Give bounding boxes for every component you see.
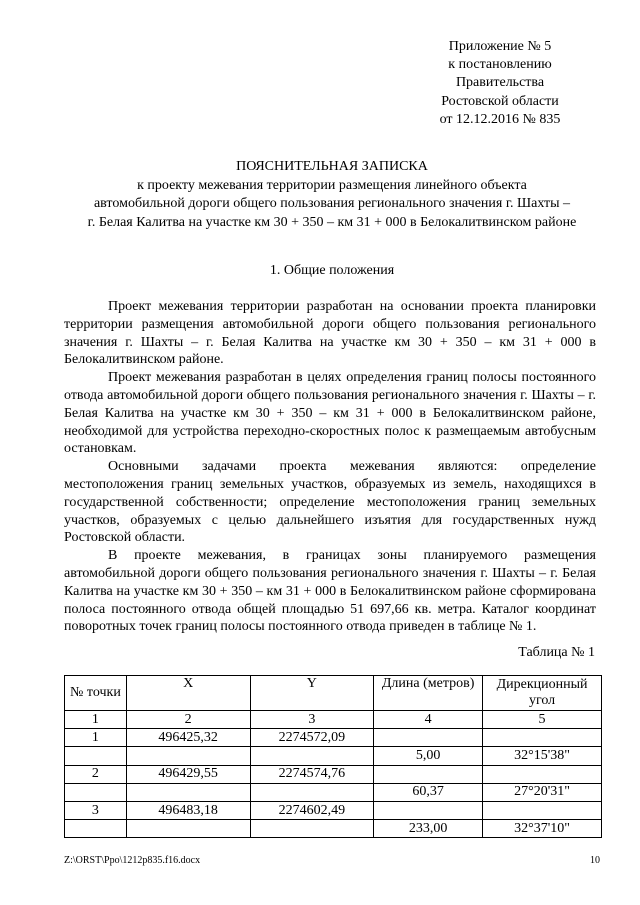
table-cell xyxy=(126,783,250,801)
table-cell xyxy=(374,729,483,747)
table-cell xyxy=(374,765,483,783)
table-cell: 2 xyxy=(126,711,250,729)
table-cell: 60,37 xyxy=(374,783,483,801)
table-cell xyxy=(126,820,250,838)
title-line: к проекту межевания территории размещения линейного объекта xyxy=(137,177,527,193)
header-length: Длина (метров) xyxy=(374,676,483,711)
table-cell: 1 xyxy=(65,711,127,729)
table-cell: 3 xyxy=(65,801,127,819)
table-row xyxy=(65,820,602,838)
table-cell xyxy=(483,729,602,747)
section-title: 1. Общие положения xyxy=(269,263,395,278)
header-point-number: № точки xyxy=(65,676,127,711)
appendix-reference xyxy=(400,38,600,129)
appendix-line: Правительства xyxy=(455,75,545,91)
table-numbering-row xyxy=(65,711,602,729)
table-cell: 32°15'38" xyxy=(483,747,602,765)
table-cell xyxy=(65,820,127,838)
table-cell: 2274574,76 xyxy=(250,765,374,783)
table-cell: 5 xyxy=(483,711,602,729)
header-direction: Дирекционный угол xyxy=(483,676,602,711)
footer-file-path: Z:\ORST\Ppo\1212p835.f16.docx xyxy=(64,855,201,866)
table-cell xyxy=(483,801,602,819)
table-cell xyxy=(250,783,374,801)
body-text xyxy=(64,298,596,636)
paragraph: Проект межевания территории разработан на основании проекта планировки территории размещения автомобильной дороги общего пользования регионального значения г. Шахты – г. Белая Калитва на участке км 30 + 350 – км 31 + 000 в Белокалитвинском районе. xyxy=(64,299,596,368)
table-cell xyxy=(483,765,602,783)
table-row xyxy=(65,783,602,801)
table-cell: 32°37'10" xyxy=(483,820,602,838)
table-cell: 496425,32 xyxy=(126,729,250,747)
table-cell: 233,00 xyxy=(374,820,483,838)
table-caption: Таблица № 1 xyxy=(518,645,595,660)
table-cell: 2274602,49 xyxy=(250,801,374,819)
table-cell: 3 xyxy=(250,711,374,729)
table-cell xyxy=(374,801,483,819)
table-cell xyxy=(126,747,250,765)
table-cell: 1 xyxy=(65,729,127,747)
table-cell: 2274572,09 xyxy=(250,729,374,747)
paragraph: Основными задачами проекта межевания являются: определение местоположения границ земельных участков, образуемых из земель, находящихся в государственной собственности; определение местоположения границ земельных участков, образуемых с целью дальнейшего изъятия для государственных нужд Ростовской области. xyxy=(64,459,596,546)
paragraph: В проекте межевания, в границах зоны планируемого размещения автомобильной дороги общего пользования регионального значения г. Шахты – г. Белая Калитва на участке км 30 + 350 – км 31 + 000 в Белокалитвинском районе сформирована полоса постоянного отвода общей площадью 51 697,66 кв. метра. Каталог координат поворотных точек границ полосы постоянного отвода приведен в таблице № 1. xyxy=(64,548,596,635)
table-cell: 5,00 xyxy=(374,747,483,765)
table-row xyxy=(65,765,602,783)
appendix-line: Ростовской области xyxy=(441,93,559,109)
table-row xyxy=(65,801,602,819)
table-cell: 27°20'31" xyxy=(483,783,602,801)
table-cell xyxy=(65,747,127,765)
appendix-line: к постановлению xyxy=(448,57,552,73)
table-cell: 496483,18 xyxy=(126,801,250,819)
table-cell: 2 xyxy=(65,765,127,783)
header-x: X xyxy=(126,676,250,711)
appendix-line: Приложение № 5 xyxy=(448,39,552,54)
table-cell: 496429,55 xyxy=(126,765,250,783)
appendix-line: от 12.12.2016 № 835 xyxy=(439,111,561,127)
paragraph: Проект межевания разработан в целях определения границ полосы постоянного отвода автомобильной дороги общего пользования регионального значения г. Шахты – г. Белая Калитва на участке км 30 + 350 – км 31 + 000 в Белокалитвинском районе, необходимой для устройства переходно-скоростных полос к размещаемым автобусным остановкам. xyxy=(64,370,596,457)
coordinates-table xyxy=(64,675,602,838)
document-title xyxy=(64,158,600,232)
table-cell xyxy=(250,747,374,765)
table-cell xyxy=(250,820,374,838)
table-row xyxy=(65,729,602,747)
table-header-row xyxy=(65,676,602,711)
page-number: 10 xyxy=(590,855,600,866)
table-cell: 4 xyxy=(374,711,483,729)
table-row xyxy=(65,747,602,765)
header-y: Y xyxy=(250,676,374,711)
title-line: автомобильной дороги общего пользования регионального значения г. Шахты – xyxy=(93,196,571,211)
title-heading: ПОЯСНИТЕЛЬНАЯ ЗАПИСКА xyxy=(236,159,428,174)
table-cell xyxy=(65,783,127,801)
title-line: г. Белая Калитва на участке км 30 + 350 – км 31 + 000 в Белокалитвинском районе xyxy=(87,214,577,230)
